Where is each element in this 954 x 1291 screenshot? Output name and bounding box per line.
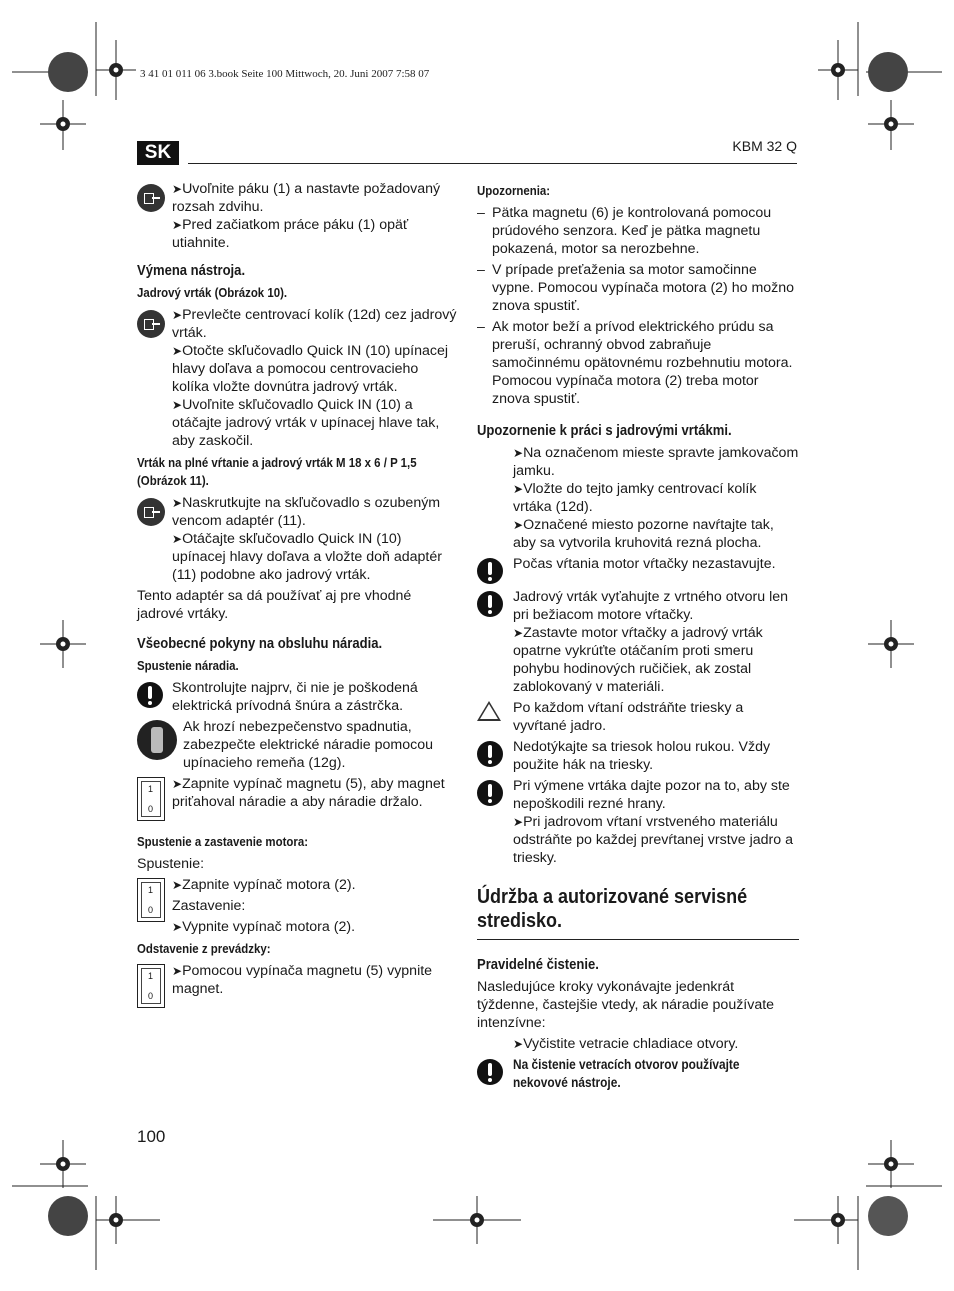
instruction-text: ➤ Vložte do tejto jamky centrovací kolík vrtáka (12d). bbox=[513, 480, 799, 516]
warning-icon bbox=[477, 741, 503, 767]
sub-heading: Spustenie náradia. bbox=[137, 658, 239, 673]
instruction-text: ➤ Zapnite vypínač motora (2). bbox=[172, 876, 457, 894]
step-block bbox=[137, 306, 457, 450]
section-heading: Všeobecné pokyny na obsluhu náradia. bbox=[137, 636, 383, 652]
instruction-text: ➤ Otočte skľučovadlo Quick IN (10) upínacej hlavy doľava a pomocou centrovacieho kolíka vložte dovnútra jadrový vrták. bbox=[172, 342, 457, 396]
step-block bbox=[137, 180, 457, 252]
paragraph: Nasledujúce kroky vykonávajte jedenkrát týždenne, častejšie vtedy, ak náradie používate intenzívne: bbox=[477, 979, 775, 1031]
warning-text: Počas vŕtania motor vŕtačky nezastavujte. bbox=[513, 556, 776, 572]
note-item: – V prípade preťaženia sa motor samočinne vypne. Pomocou vypínača motora (2) ho možno znova spustiť. bbox=[477, 261, 799, 315]
instruction-text: ➤ Naskrutkujte na skľučovadlo s ozubeným vencom adaptér (11). bbox=[172, 494, 457, 530]
warning-block bbox=[137, 679, 457, 715]
safety-strap-icon bbox=[137, 720, 177, 760]
instruction-text: ➤ Prevlečte centrovací kolík (12d) cez jadrový vrták. bbox=[172, 306, 457, 342]
warning-text: Na čistenie vetracích otvorov používajte nekovové nástroje. bbox=[513, 1057, 740, 1090]
note-item: – Ak motor beží a prívod elektrického prúdu sa preruší, ochranný obvod zabraňuje samočinnému opätovnému rozbehnutiu motora. Pomocou vypínača motora (2) treba motor znova spustiť. bbox=[477, 318, 799, 408]
hot-surface-icon bbox=[477, 701, 501, 721]
sub-heading: Spustenie a zastavenie motora: bbox=[137, 834, 309, 849]
warning-block bbox=[477, 555, 799, 585]
step-block bbox=[137, 494, 457, 584]
page-number: 100 bbox=[137, 1127, 166, 1146]
section-heading: Pravidelné čistenie. bbox=[477, 957, 599, 973]
warning-text: Jadrový vrták vyťahujte z vrtného otvoru len pri bežiacom motore vŕtačky. bbox=[513, 589, 789, 623]
instruction-text: ➤ Otáčajte skľučovadlo Quick IN (10) upínacej hlavy doľava a vložte doň adaptér (11) podobne ako jadrový vrták. bbox=[172, 530, 457, 584]
instruction-icon bbox=[137, 184, 165, 212]
instruction-text: ➤ Označené miesto pozorne navŕtajte tak, aby sa vytvorila kruhovitá rezná plocha. bbox=[513, 516, 799, 552]
instruction-text: ➤ Uvoľnite skľučovadlo Quick IN (10) a otáčajte jadrový vrták v upínacej hlave tak, aby zaskočil. bbox=[172, 396, 457, 450]
note-item: – Pätka magnetu (6) je kontrolovaná pomocou prúdového senzora. Keď je pätka magnetu pokazená, motor sa nerozbehne. bbox=[477, 204, 799, 258]
header-rule bbox=[188, 163, 797, 164]
instruction-icon bbox=[137, 498, 165, 526]
warning-block bbox=[477, 777, 799, 867]
warning-icon bbox=[477, 780, 503, 806]
warning-icon bbox=[477, 1059, 503, 1085]
warning-icon bbox=[477, 558, 503, 584]
hot-warning-block bbox=[477, 699, 799, 735]
paragraph: Tento adaptér sa dá používať aj pre vhodné jadrové vrtáky. bbox=[137, 588, 412, 622]
label-stop: Zastavenie: bbox=[172, 898, 246, 914]
right-column bbox=[477, 180, 799, 1095]
instruction-text: ➤ Pri jadrovom vŕtaní vrstveného materiálu odstráňte po každej prevŕtanej vrstve jadro a triesky. bbox=[513, 813, 799, 867]
file-info-line: 3 41 01 011 06 3.book Seite 100 Mittwoch, 20. Juni 2007 7:58 07 bbox=[140, 68, 430, 80]
chapter-heading: Údržba a autorizované servisné stredisko. bbox=[477, 886, 748, 932]
strap-block bbox=[137, 718, 457, 772]
warning-icon bbox=[137, 682, 163, 708]
warning-text: Skontrolujte najprv, či nie je poškodená elektrická prívodná šnúra a zástrčka. bbox=[172, 680, 418, 714]
sub-heading: Odstavenie z prevádzky: bbox=[137, 941, 271, 956]
instruction-text: ➤ Zastavte motor vŕtačky a jadrový vrták opatrne vykrúťte otáčaním proti smeru pohybu hodinových ručičiek, ak zostal zablokovaný v materiáli. bbox=[513, 624, 799, 696]
left-column bbox=[137, 180, 457, 1011]
warning-text: Nedotýkajte sa triesok holou rukou. Vždy použite hák na triesky. bbox=[513, 739, 771, 773]
label-start: Spustenie: bbox=[137, 856, 205, 872]
switch-icon: 1 0 bbox=[137, 777, 165, 821]
instruction-text: ➤ Pomocou vypínača magnetu (5) vypnite magnet. bbox=[172, 962, 457, 998]
instruction-text: ➤ Vypnite vypínač motora (2). bbox=[172, 918, 457, 936]
instruction-text: ➤ Na označenom mieste spravte jamkovačom jamku. bbox=[513, 444, 799, 480]
switch-block bbox=[137, 775, 457, 821]
step-list bbox=[477, 444, 799, 552]
instruction-text: ➤ Uvoľnite páku (1) a nastavte požadovaný rozsah zdvihu. bbox=[172, 180, 457, 216]
language-badge: SK bbox=[137, 141, 179, 165]
switch-block bbox=[137, 962, 457, 1008]
warning-block bbox=[477, 738, 799, 774]
instruction-text: ➤ Vyčistite vetracie chladiace otvory. bbox=[513, 1035, 799, 1053]
section-heading: Upozornenie k práci s jadrovými vrtákmi. bbox=[477, 423, 732, 439]
section-heading: Výmena nástroja. bbox=[137, 263, 246, 279]
warning-icon bbox=[477, 591, 503, 617]
step-list bbox=[477, 1035, 799, 1053]
switch-icon: 1 0 bbox=[137, 878, 165, 922]
warning-block bbox=[477, 1056, 799, 1092]
sub-heading: Jadrový vrták (Obrázok 10). bbox=[137, 285, 288, 300]
sub-heading: Upozornenia: bbox=[477, 183, 551, 198]
warning-block bbox=[477, 588, 799, 696]
switch-block bbox=[137, 876, 457, 936]
instruction-text: ➤ Zapnite vypínač magnetu (5), aby magnet priťahoval náradie a aby náradie držalo. bbox=[172, 775, 457, 811]
switch-icon: 1 0 bbox=[137, 964, 165, 1008]
instruction-text: ➤ Pred začiatkom práce páku (1) opäť utiahnite. bbox=[172, 216, 457, 252]
chapter-rule bbox=[477, 939, 799, 940]
warning-text: Po každom vŕtaní odstráňte triesky a vyvŕtané jadro. bbox=[513, 700, 744, 734]
strap-text: Ak hrozí nebezpečenstvo spadnutia, zabezpečte elektrické náradie pomocou upínacieho remeňa (12g). bbox=[183, 719, 434, 771]
sub-heading: Vrták na plné vŕtanie a jadrový vrták M 18 x 6 / P 1,5 (Obrázok 11). bbox=[137, 455, 417, 488]
model-name: KBM 32 Q bbox=[732, 138, 797, 154]
warning-text: Pri výmene vrtáka dajte pozor na to, aby ste nepoškodili rezné hrany. bbox=[513, 778, 790, 812]
instruction-icon bbox=[137, 310, 165, 338]
